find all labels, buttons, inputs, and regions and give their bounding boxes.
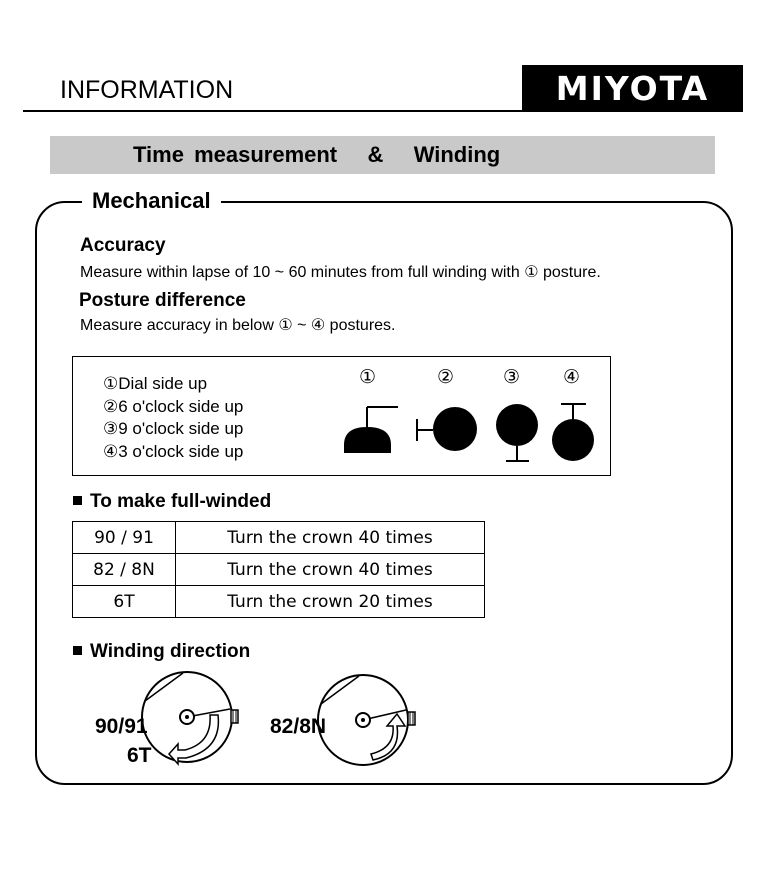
posture-item-3: ③9 o'clock side up <box>103 419 244 438</box>
posture-number-1: ① <box>359 366 377 388</box>
full-wind-heading-text: To make full-winded <box>90 491 272 512</box>
posture-2-six-oclock-up-icon <box>417 407 477 451</box>
posture-item-4: ④3 o'clock side up <box>103 442 244 461</box>
posture-4-three-oclock-up-icon <box>552 404 594 461</box>
posture-number-2: ② <box>437 366 455 388</box>
posture-heading: Posture difference <box>79 290 246 311</box>
accuracy-heading: Accuracy <box>80 235 166 256</box>
posture-number-3: ③ <box>503 366 521 388</box>
table-row <box>73 522 485 554</box>
square-bullet-icon <box>73 646 82 655</box>
posture-1-dial-up-icon <box>344 407 398 453</box>
winding-label-82-8n: 82/8N <box>270 715 327 738</box>
instruction-cell: Turn the crown 20 times <box>176 586 485 618</box>
counterclockwise-winding-diagram-icon <box>140 665 245 773</box>
clockwise-winding-diagram-icon <box>313 670 423 772</box>
instruction-cell: Turn the crown 40 times <box>176 522 485 554</box>
full-wind-heading <box>73 491 271 513</box>
square-bullet-icon <box>73 496 82 505</box>
model-cell: 90 / 91 <box>73 522 176 554</box>
posture-number-4: ④ <box>563 366 581 388</box>
posture-diagrams <box>330 395 605 470</box>
table-row <box>73 586 485 618</box>
instruction-cell: Turn the crown 40 times <box>176 554 485 586</box>
header-title: INFORMATION <box>60 76 234 104</box>
posture-text: Measure accuracy in below ① ~ ④ postures. <box>80 317 396 334</box>
winding-label-90-91: 90/91 <box>95 715 148 738</box>
miyota-logo: MIYOTA <box>522 65 743 112</box>
winding-direction-heading <box>73 641 250 663</box>
panel-label: Mechanical <box>82 188 221 214</box>
winding-direction-heading-text: Winding direction <box>90 641 251 662</box>
model-cell: 82 / 8N <box>73 554 176 586</box>
accuracy-text: Measure within lapse of 10 ~ 60 minutes from full winding with ① posture. <box>80 264 601 281</box>
full-wind-table <box>72 521 485 618</box>
posture-item-2: ②6 o'clock side up <box>103 397 244 416</box>
winding-label-6t: 6T <box>127 744 152 767</box>
posture-3-nine-oclock-up-icon <box>496 404 538 461</box>
model-cell: 6T <box>73 586 176 618</box>
header-rule <box>23 110 526 112</box>
table-row <box>73 554 485 586</box>
section-title: Time measurement & Winding <box>133 142 501 167</box>
posture-item-1: ①Dial side up <box>103 374 208 393</box>
